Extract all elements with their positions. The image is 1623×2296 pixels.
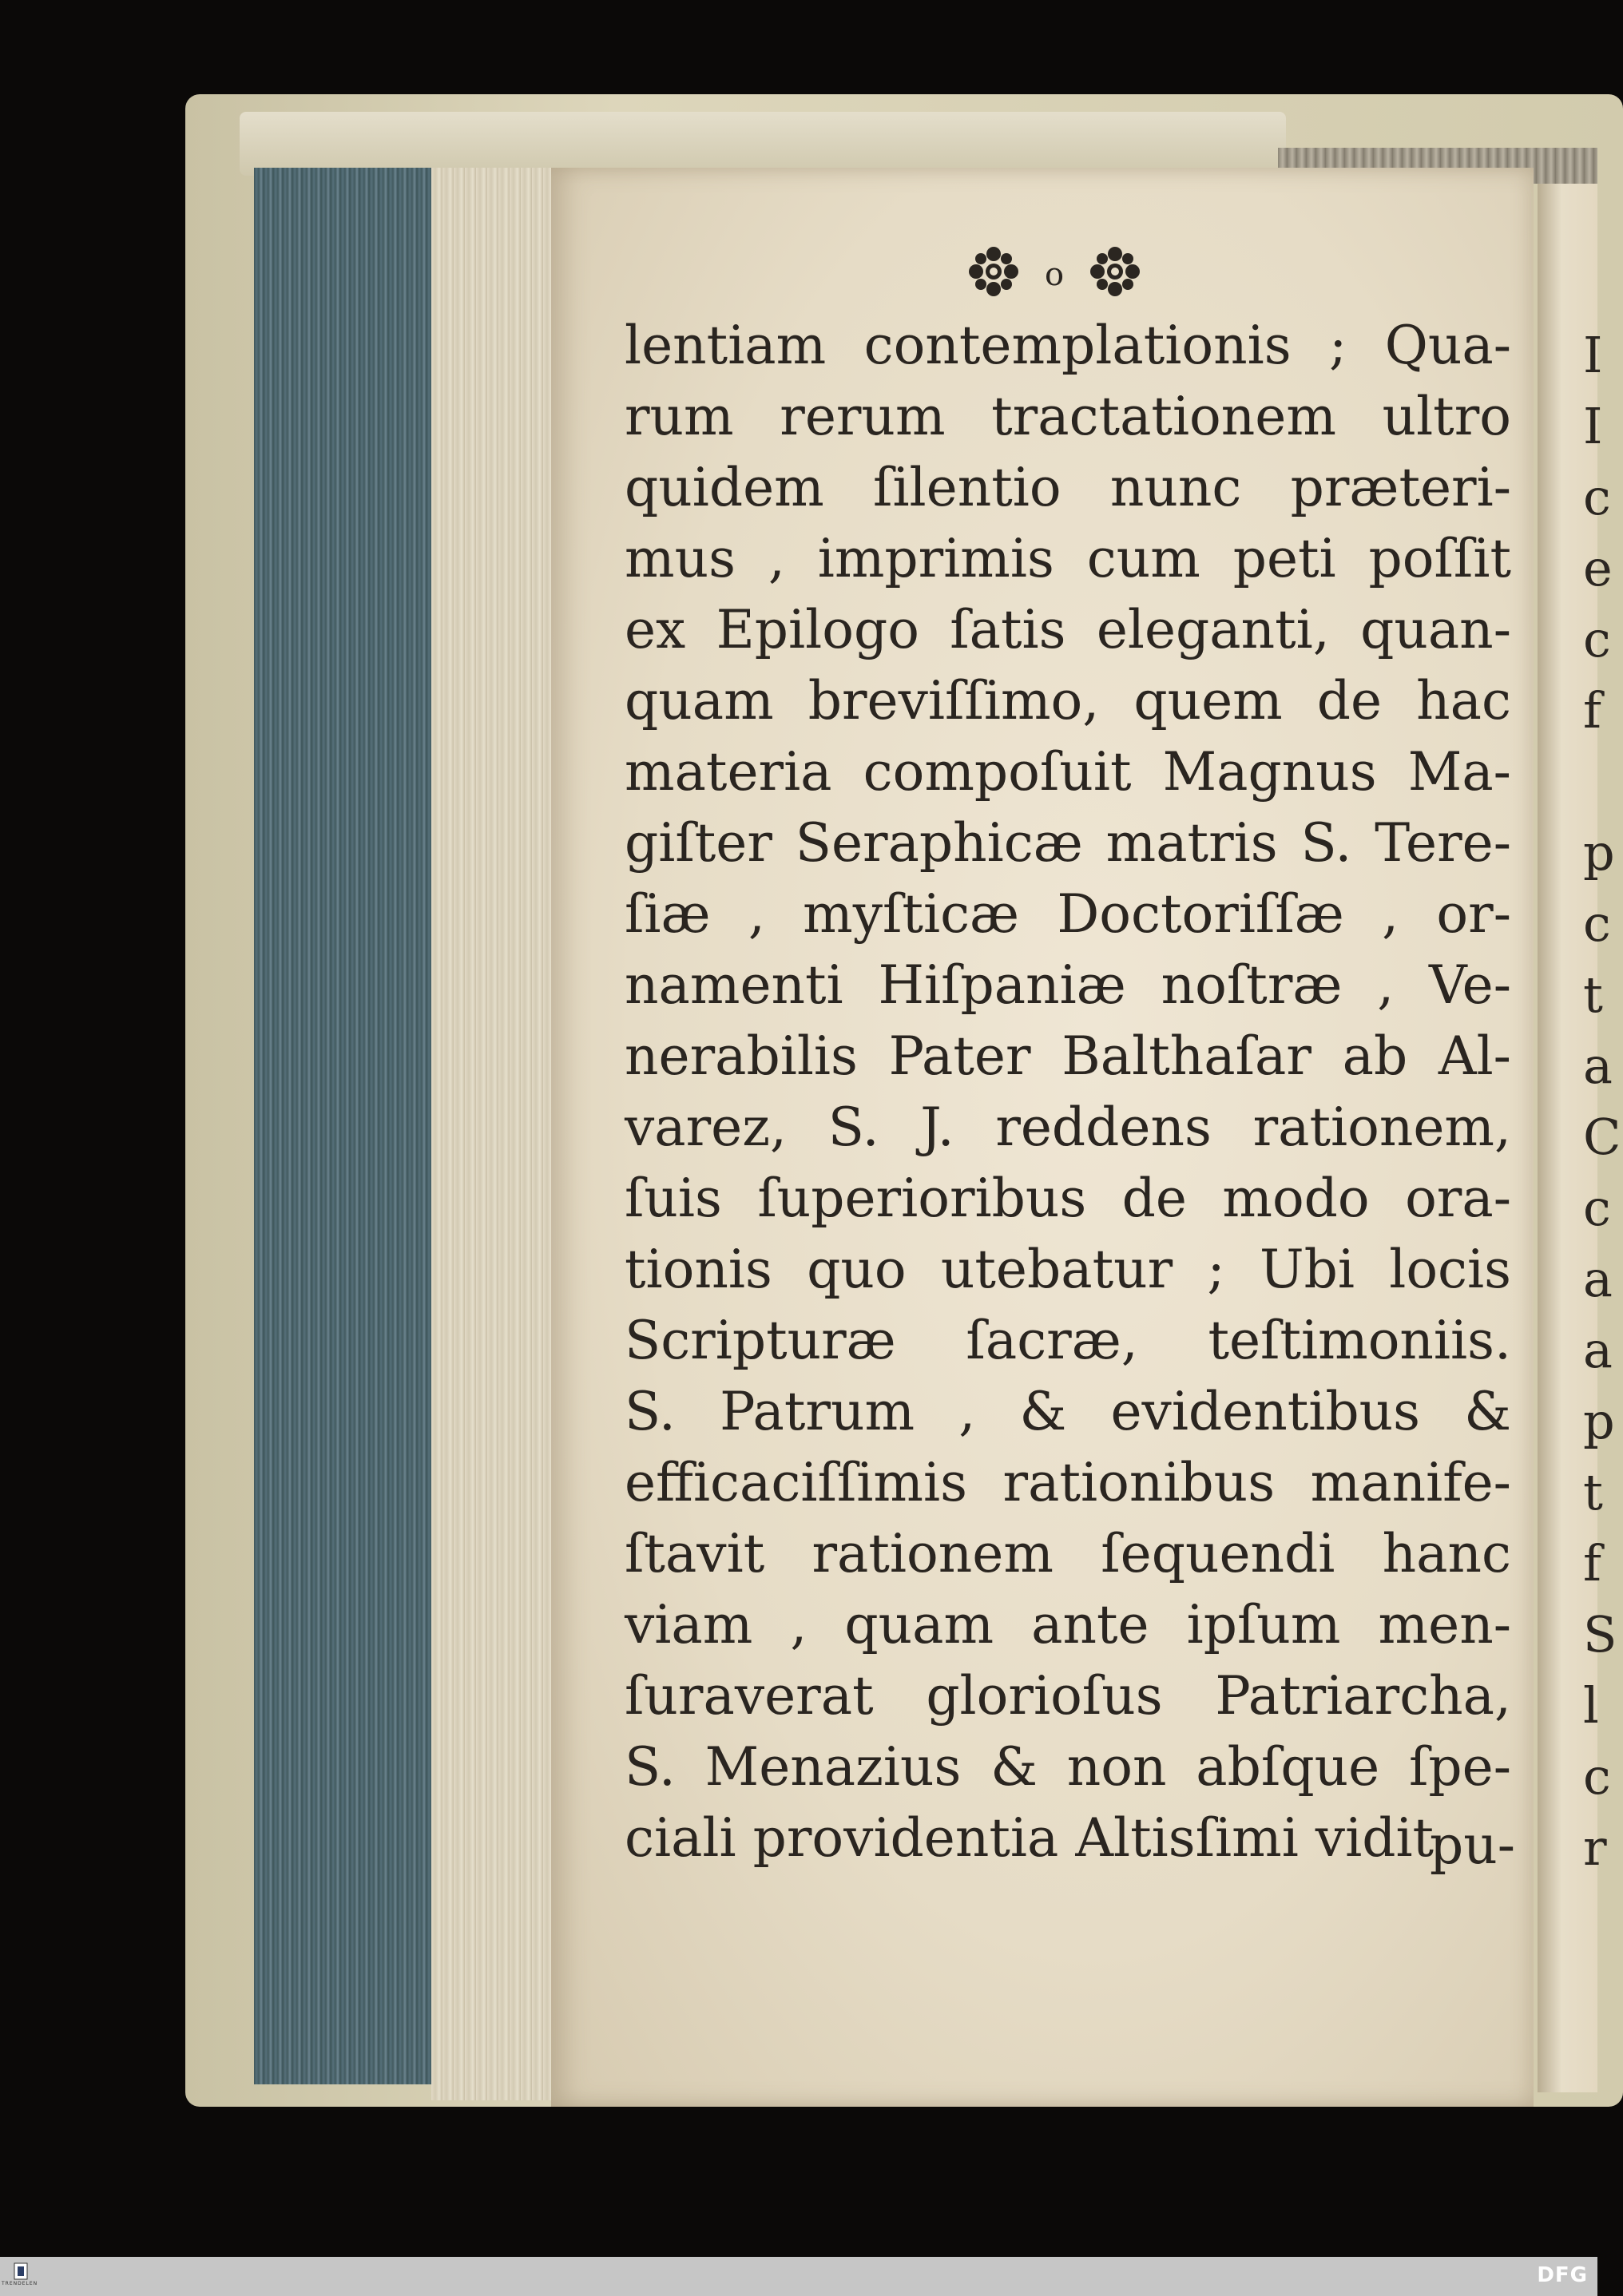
next-page-letter: t: [1583, 1463, 1603, 1521]
page-body-text: [625, 310, 1511, 1874]
next-page-letter: C: [1583, 1108, 1621, 1166]
text-line: ſtavit rationem ſequendi hanc: [625, 1523, 1511, 1584]
flower-ornament-icon: [966, 244, 1021, 299]
text-line: Scripturæ ſacræ, teſtimoniis.: [625, 1310, 1511, 1371]
next-page-letter: p: [1583, 823, 1615, 882]
page-header-ornament: [942, 240, 1166, 303]
page-marker: o: [1044, 256, 1065, 293]
text-line: quam breviſſimo, quem de hac: [625, 670, 1511, 732]
next-page-letter: e: [1583, 539, 1613, 597]
next-page-letter: r: [1583, 1818, 1607, 1877]
page-fore-edge: [254, 168, 435, 2084]
text-line: quidem ſilentio nunc præteri-: [625, 457, 1511, 518]
next-page-letters: [1583, 319, 1621, 1883]
next-page-letter: f: [1583, 681, 1601, 740]
text-line: giſter Seraphicæ matris S. Tere-: [625, 812, 1511, 874]
next-page-letter: c: [1583, 1179, 1611, 1237]
next-page-letter: I: [1583, 326, 1603, 384]
text-line: namenti Hiſpaniæ noſtræ , Ve-: [625, 954, 1511, 1016]
text-line: nerabilis Pater Balthaſar ab Al-: [625, 1025, 1511, 1087]
next-page-letter: [1583, 746, 1607, 817]
next-page-letter: c: [1583, 468, 1611, 526]
library-logo-label: TRENDELEN: [2, 2281, 38, 2286]
next-page-letter: I: [1583, 397, 1603, 455]
next-page-letter: S: [1583, 1605, 1617, 1664]
text-line: tionis quo utebatur ; Ubi locis: [625, 1239, 1511, 1300]
text-line: varez, S. J. reddens rationem,: [625, 1096, 1511, 1158]
next-page-letter: l: [1583, 1676, 1599, 1735]
library-logo-icon[interactable]: [5, 2260, 37, 2292]
text-line: efficaciſſimis rationibus manife-: [625, 1452, 1511, 1513]
next-page-letter: c: [1583, 1747, 1611, 1806]
next-page-letter: a: [1583, 1250, 1613, 1308]
text-line: ſuraverat glorioſus Patriarcha,: [625, 1665, 1511, 1727]
text-line: S. Patrum , & evidentibus &: [625, 1381, 1511, 1442]
text-line: materia compoſuit Magnus Ma-: [625, 741, 1511, 803]
text-line: ſuis ſuperioribus de modo ora-: [625, 1168, 1511, 1229]
text-line: mus , imprimis cum peti poſſit: [625, 528, 1511, 589]
text-line: rum rerum tractationem ultro: [625, 386, 1511, 447]
next-page-letter: c: [1583, 610, 1611, 668]
text-line: ſiæ , myſticæ Doctoriſſæ , or-: [625, 883, 1511, 945]
text-line: lentiam contemplationis ; Qua-: [625, 315, 1511, 376]
page-leaves: [431, 168, 551, 2100]
next-page-letter: p: [1583, 1392, 1615, 1450]
cover-top-flap: [240, 112, 1286, 176]
text-line: ex Epilogo ſatis eleganti, quan-: [625, 599, 1511, 660]
text-line: ciali providentia Altisſimi vidit: [625, 1807, 1435, 1869]
text-line: S. Menazius & non abſque ſpe-: [625, 1736, 1511, 1798]
next-page-letter: f: [1583, 1534, 1601, 1592]
flower-ornament-icon: [1088, 244, 1142, 299]
text-line: viam , quam ante ipſum men-: [625, 1594, 1511, 1656]
viewer-footer-bar: [0, 2257, 1597, 2296]
dfg-logo[interactable]: DFG: [1537, 2263, 1588, 2287]
catchword: pu-: [1430, 1814, 1516, 1876]
next-page-letter: a: [1583, 1321, 1613, 1379]
next-page-letter: c: [1583, 894, 1611, 953]
next-page-letter: t: [1583, 966, 1603, 1024]
next-page-letter: a: [1583, 1037, 1613, 1095]
